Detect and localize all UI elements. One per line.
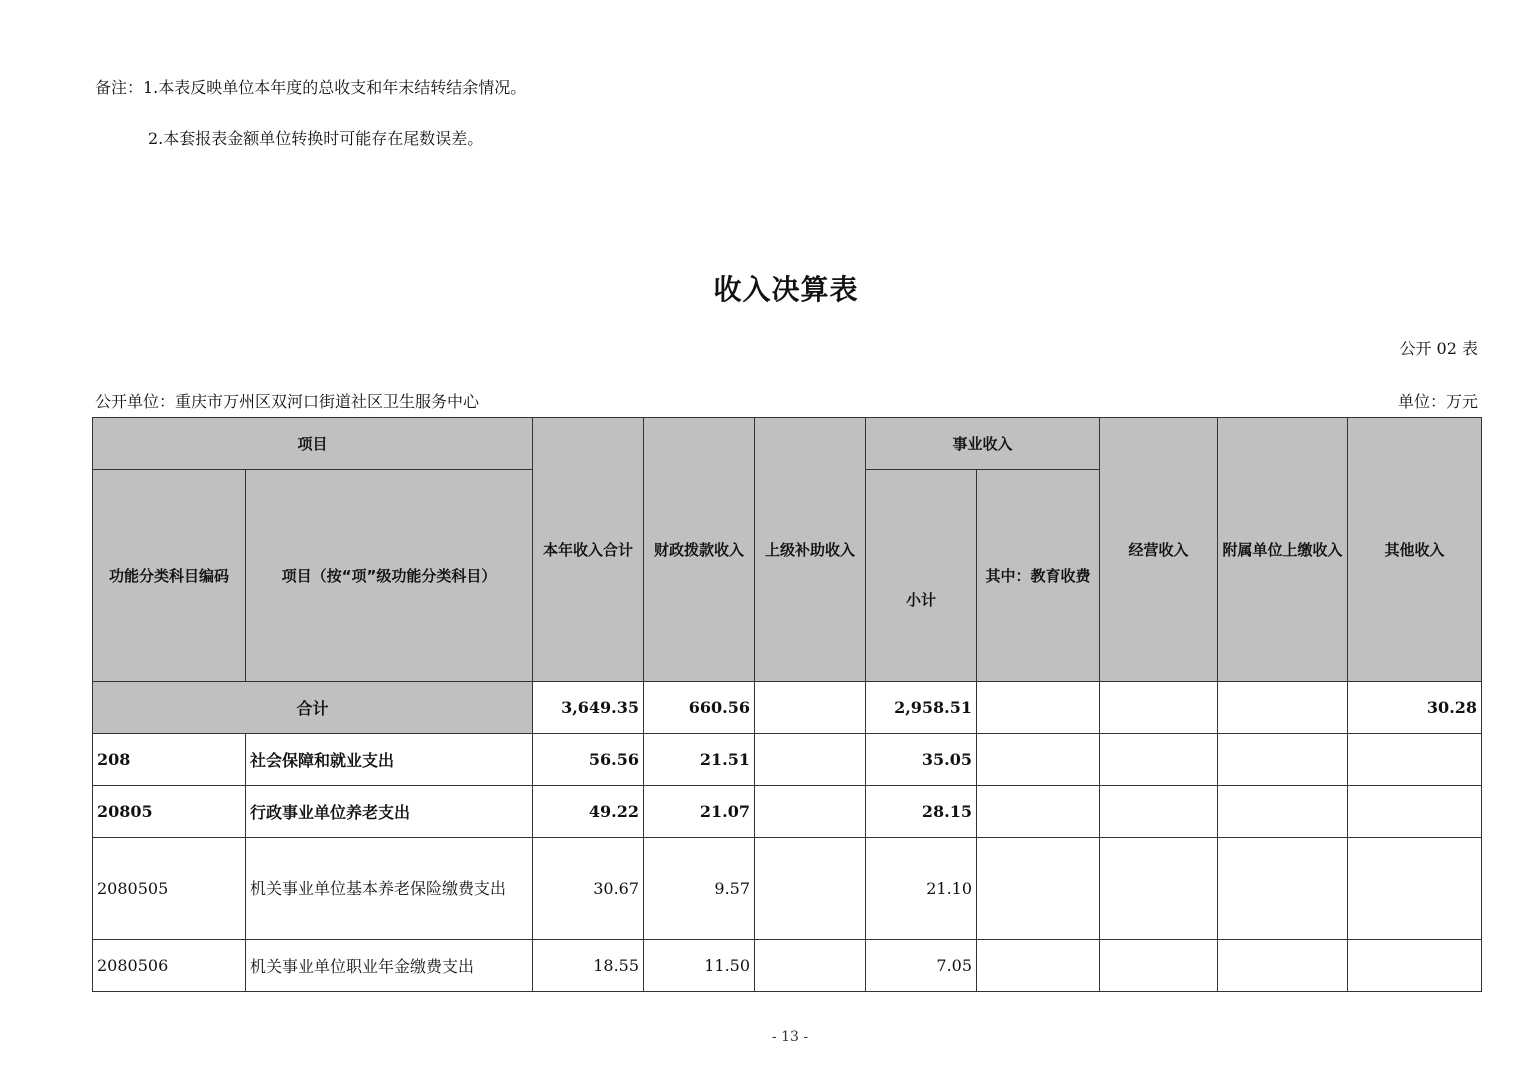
row-cell	[1218, 838, 1348, 940]
table-number: 公开 02 表	[1399, 339, 1478, 358]
row-cell: 9.57	[644, 838, 755, 940]
table-row	[93, 786, 1482, 838]
row-cell: 7.05	[866, 940, 977, 992]
row-code: 208	[93, 734, 246, 786]
income-table	[92, 417, 1482, 992]
page-number: - 13 -	[771, 1029, 809, 1045]
header-subtotal: 小计	[866, 470, 977, 682]
row-name: 机关事业单位基本养老保险缴费支出	[246, 838, 533, 940]
total-row	[93, 682, 1482, 734]
row-cell	[1100, 734, 1218, 786]
table-row	[93, 838, 1482, 940]
table-row	[93, 734, 1482, 786]
row-cell: 56.56	[533, 734, 644, 786]
row-cell: 30.67	[533, 838, 644, 940]
row-cell	[1100, 786, 1218, 838]
row-name: 行政事业单位养老支出	[246, 786, 533, 838]
total-cell	[755, 682, 866, 734]
header-operating: 经营收入	[1100, 418, 1218, 682]
note-line-2: 2.本套报表金额单位转换时可能存在尾数误差。	[148, 129, 484, 148]
row-cell: 21.07	[644, 786, 755, 838]
row-cell	[1348, 940, 1482, 992]
header-code: 功能分类科目编码	[93, 470, 246, 682]
row-cell: 28.15	[866, 786, 977, 838]
total-cell	[1100, 682, 1218, 734]
total-label: 合计	[93, 682, 533, 734]
row-cell: 21.51	[644, 734, 755, 786]
row-cell	[755, 786, 866, 838]
row-code: 2080506	[93, 940, 246, 992]
note-line-1: 备注：1.本表反映单位本年度的总收支和年末结转结余情况。	[95, 78, 527, 97]
row-cell	[1348, 734, 1482, 786]
row-name: 社会保障和就业支出	[246, 734, 533, 786]
row-cell	[755, 940, 866, 992]
table-row	[93, 940, 1482, 992]
total-cell: 2,958.51	[866, 682, 977, 734]
row-cell	[1218, 940, 1348, 992]
header-other: 其他收入	[1348, 418, 1482, 682]
row-cell: 49.22	[533, 786, 644, 838]
row-cell: 21.10	[866, 838, 977, 940]
row-cell	[1348, 838, 1482, 940]
row-name: 机关事业单位职业年金缴费支出	[246, 940, 533, 992]
row-cell: 18.55	[533, 940, 644, 992]
header-business-income: 事业收入	[866, 418, 1100, 470]
header-total: 本年收入合计	[533, 418, 644, 682]
amount-unit: 单位：万元	[1397, 392, 1478, 411]
row-cell	[977, 734, 1100, 786]
total-cell: 3,649.35	[533, 682, 644, 734]
total-cell	[977, 682, 1100, 734]
header-affiliated: 附属单位上缴收入	[1218, 418, 1348, 682]
row-cell	[1100, 940, 1218, 992]
total-cell	[1218, 682, 1348, 734]
row-cell	[1348, 786, 1482, 838]
page-title: 收入决算表	[713, 273, 859, 306]
row-cell	[1218, 734, 1348, 786]
row-cell	[755, 838, 866, 940]
header-superior: 上级补助收入	[755, 418, 866, 682]
header-item: 项目	[93, 418, 533, 470]
row-cell	[977, 940, 1100, 992]
row-cell	[1100, 838, 1218, 940]
row-cell	[977, 786, 1100, 838]
header-education: 其中：教育收费	[977, 470, 1100, 682]
row-cell: 35.05	[866, 734, 977, 786]
row-cell	[1218, 786, 1348, 838]
total-cell: 30.28	[1348, 682, 1482, 734]
row-cell	[755, 734, 866, 786]
header-fiscal: 财政拨款收入	[644, 418, 755, 682]
row-code: 2080505	[93, 838, 246, 940]
row-code: 20805	[93, 786, 246, 838]
header-name: 项目（按“项”级功能分类科目）	[246, 470, 533, 682]
reporting-unit: 公开单位：重庆市万州区双河口街道社区卫生服务中心	[95, 392, 480, 411]
row-cell: 11.50	[644, 940, 755, 992]
row-cell	[977, 838, 1100, 940]
total-cell: 660.56	[644, 682, 755, 734]
